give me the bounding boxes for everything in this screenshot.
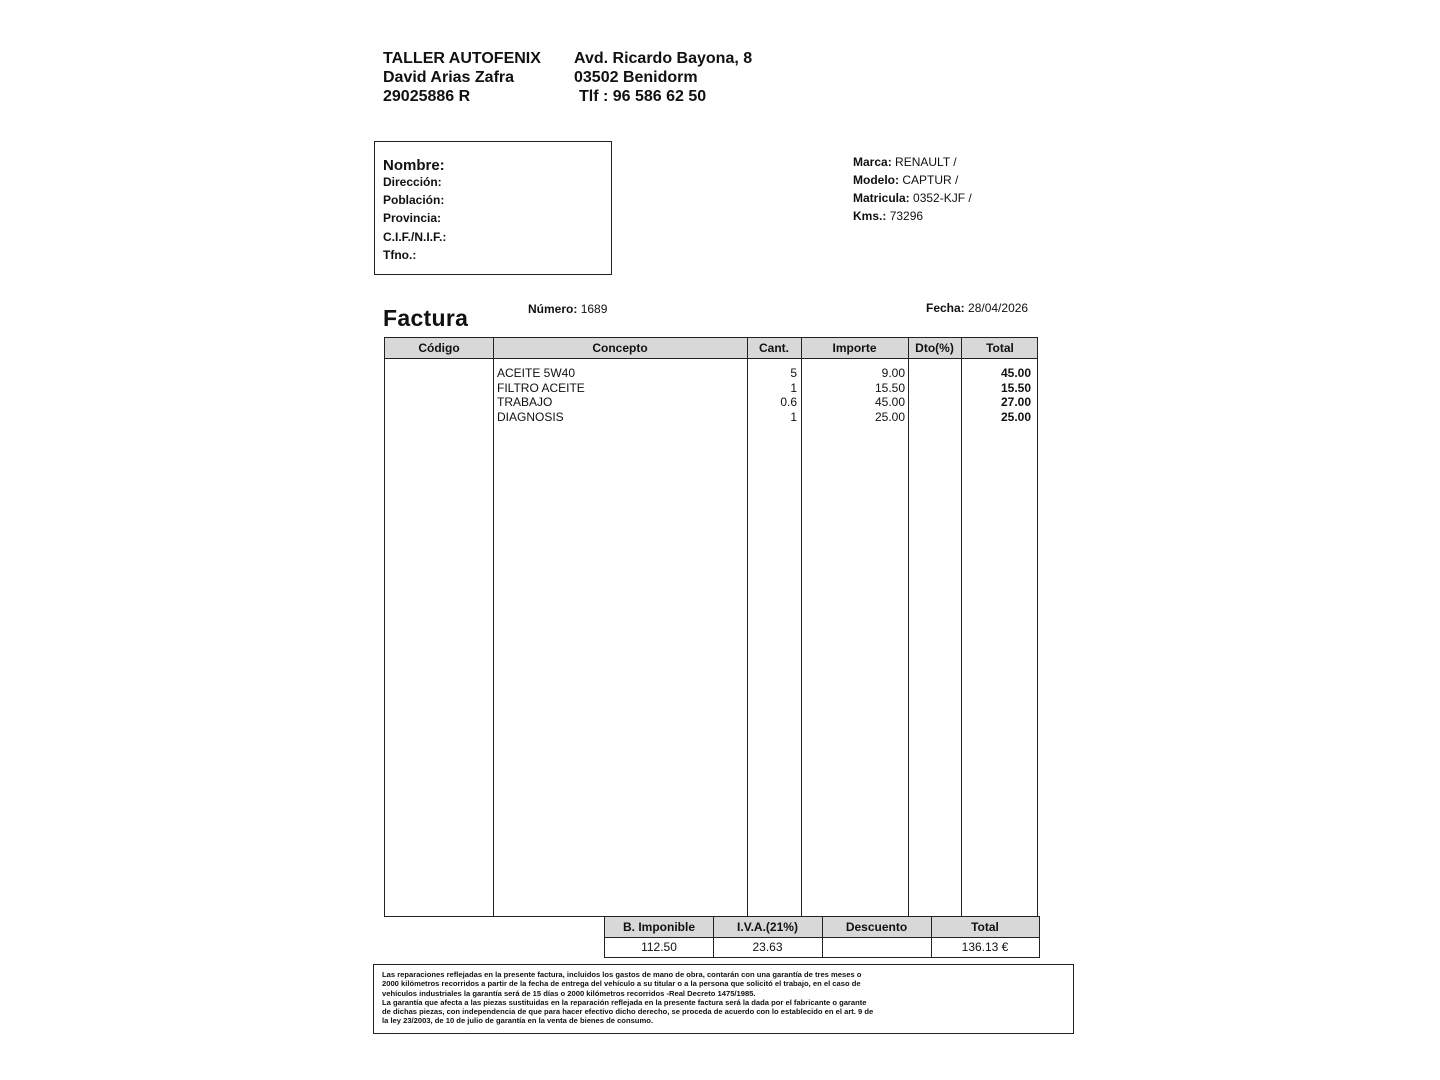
- row-price: 25.00: [874, 409, 905, 424]
- vehicle-model: [853, 173, 958, 187]
- client-address-label: Dirección:: [383, 175, 442, 189]
- header-total: Total: [986, 341, 1014, 355]
- header-price: Importe: [832, 341, 877, 355]
- row-qty: 1: [790, 380, 797, 395]
- totals-header-vat: I.V.A.(21%): [737, 920, 798, 934]
- legal-line: La garantía que afecta a las piezas sustituidas en la reparación reflejada en la presente factura será la dada por el fabricante o garante: [382, 997, 867, 1007]
- client-phone-label: Tfno.:: [383, 248, 417, 262]
- totals-header-total: Total: [971, 920, 999, 934]
- items-table: [384, 337, 1038, 917]
- totals-header-base: B. Imponible: [623, 920, 695, 934]
- invoice-date-value: 28/04/2026: [968, 301, 1029, 315]
- legal-line: de dichas piezas, con independencia de que para hacer efectivo dicho derecho, se proceda de acuerdo con lo establecido en el art. 9 de: [382, 1007, 874, 1017]
- row-concept: DIAGNOSIS: [497, 409, 564, 424]
- row-total: 15.50: [1000, 380, 1031, 395]
- totals-base-value: 112.50: [641, 940, 677, 954]
- header-code: Código: [418, 341, 460, 355]
- row-total: 45.00: [1000, 366, 1031, 380]
- column-divider: [908, 338, 909, 916]
- totals-vat-value: 23.63: [752, 940, 783, 954]
- vehicle-model-label: Modelo:: [853, 173, 899, 187]
- company-address: Avd. Ricardo Bayona, 8: [574, 50, 753, 67]
- legal-line: vehículos industriales la garantía será de 15 días o 2000 kilómetros recorridos -Real Decreto 1475/1985.: [382, 988, 756, 998]
- company-city: 03502 Benidorm: [574, 69, 698, 86]
- client-box: [374, 141, 612, 275]
- vehicle-kms: [853, 209, 923, 223]
- vehicle-plate: [853, 191, 972, 205]
- company-name: TALLER AUTOFENIX: [383, 50, 541, 67]
- invoice-number-value: 1689: [580, 302, 608, 316]
- legal-line: Las reparaciones reflejadas en la presente factura, incluidos los gastos de mano de obra, contarán con una garantía de tres meses o: [382, 970, 862, 979]
- vehicle-plate-value: 0352-KJF /: [913, 191, 972, 205]
- vehicle-model-value: CAPTUR /: [902, 173, 959, 187]
- invoice-number: [528, 302, 607, 316]
- client-taxid-label: C.I.F./N.I.F.:: [383, 230, 447, 244]
- row-price: 15.50: [874, 380, 905, 395]
- row-qty: 0.6: [780, 395, 797, 409]
- vehicle-plate-label: Matricula:: [853, 191, 910, 205]
- legal-line: la ley 23/2003, de 10 de julio de garantía en la venta de bienes de consumo.: [382, 1016, 653, 1026]
- legal-notice: [373, 964, 1074, 1034]
- company-tax-id: 29025886 R: [383, 88, 471, 105]
- header-discount: Dto(%): [915, 341, 954, 355]
- row-concept: FILTRO ACEITE: [497, 380, 585, 395]
- row-total: 27.00: [1000, 395, 1031, 409]
- row-concept: ACEITE 5W40: [497, 366, 576, 380]
- company-phone: Tlf : 96 586 62 50: [579, 88, 707, 105]
- company-owner: David Arias Zafra: [383, 69, 515, 86]
- header-concept: Concepto: [592, 341, 648, 355]
- row-price: 45.00: [874, 395, 905, 409]
- column-divider: [801, 338, 802, 916]
- legal-line: 2000 kilómetros recorridos a partir de la fecha de entrega del vehículo a su titular o a la persona que solicitó el trabajo, en el caso de: [382, 979, 861, 989]
- vehicle-brand-label: Marca:: [853, 155, 892, 169]
- vehicle-kms-label: Kms.:: [853, 209, 887, 223]
- vehicle-brand-value: RENAULT /: [895, 155, 957, 169]
- vehicle-brand: [853, 155, 957, 169]
- client-town-label: Población:: [383, 193, 445, 207]
- client-province-label: Provincia:: [383, 211, 442, 225]
- totals-table: [604, 916, 1040, 958]
- header-qty: Cant.: [759, 341, 789, 355]
- invoice-number-label: Número:: [528, 302, 578, 316]
- column-divider: [961, 338, 962, 916]
- column-divider: [493, 338, 494, 916]
- row-qty: 5: [790, 366, 797, 380]
- client-name-label: Nombre:: [383, 157, 445, 174]
- totals-header-discount: Descuento: [845, 920, 908, 934]
- row-concept: TRABAJO: [497, 395, 553, 409]
- vehicle-kms-value: 73296: [889, 209, 924, 223]
- row-total: 25.00: [1000, 409, 1031, 424]
- row-qty: 1: [790, 409, 797, 424]
- invoice-date: [926, 301, 1028, 315]
- row-price: 9.00: [881, 366, 905, 380]
- invoice-date-label: Fecha:: [926, 301, 965, 315]
- invoice-title: Factura: [383, 305, 469, 331]
- totals-total-value: 136.13 €: [961, 940, 1009, 954]
- column-divider: [747, 338, 748, 916]
